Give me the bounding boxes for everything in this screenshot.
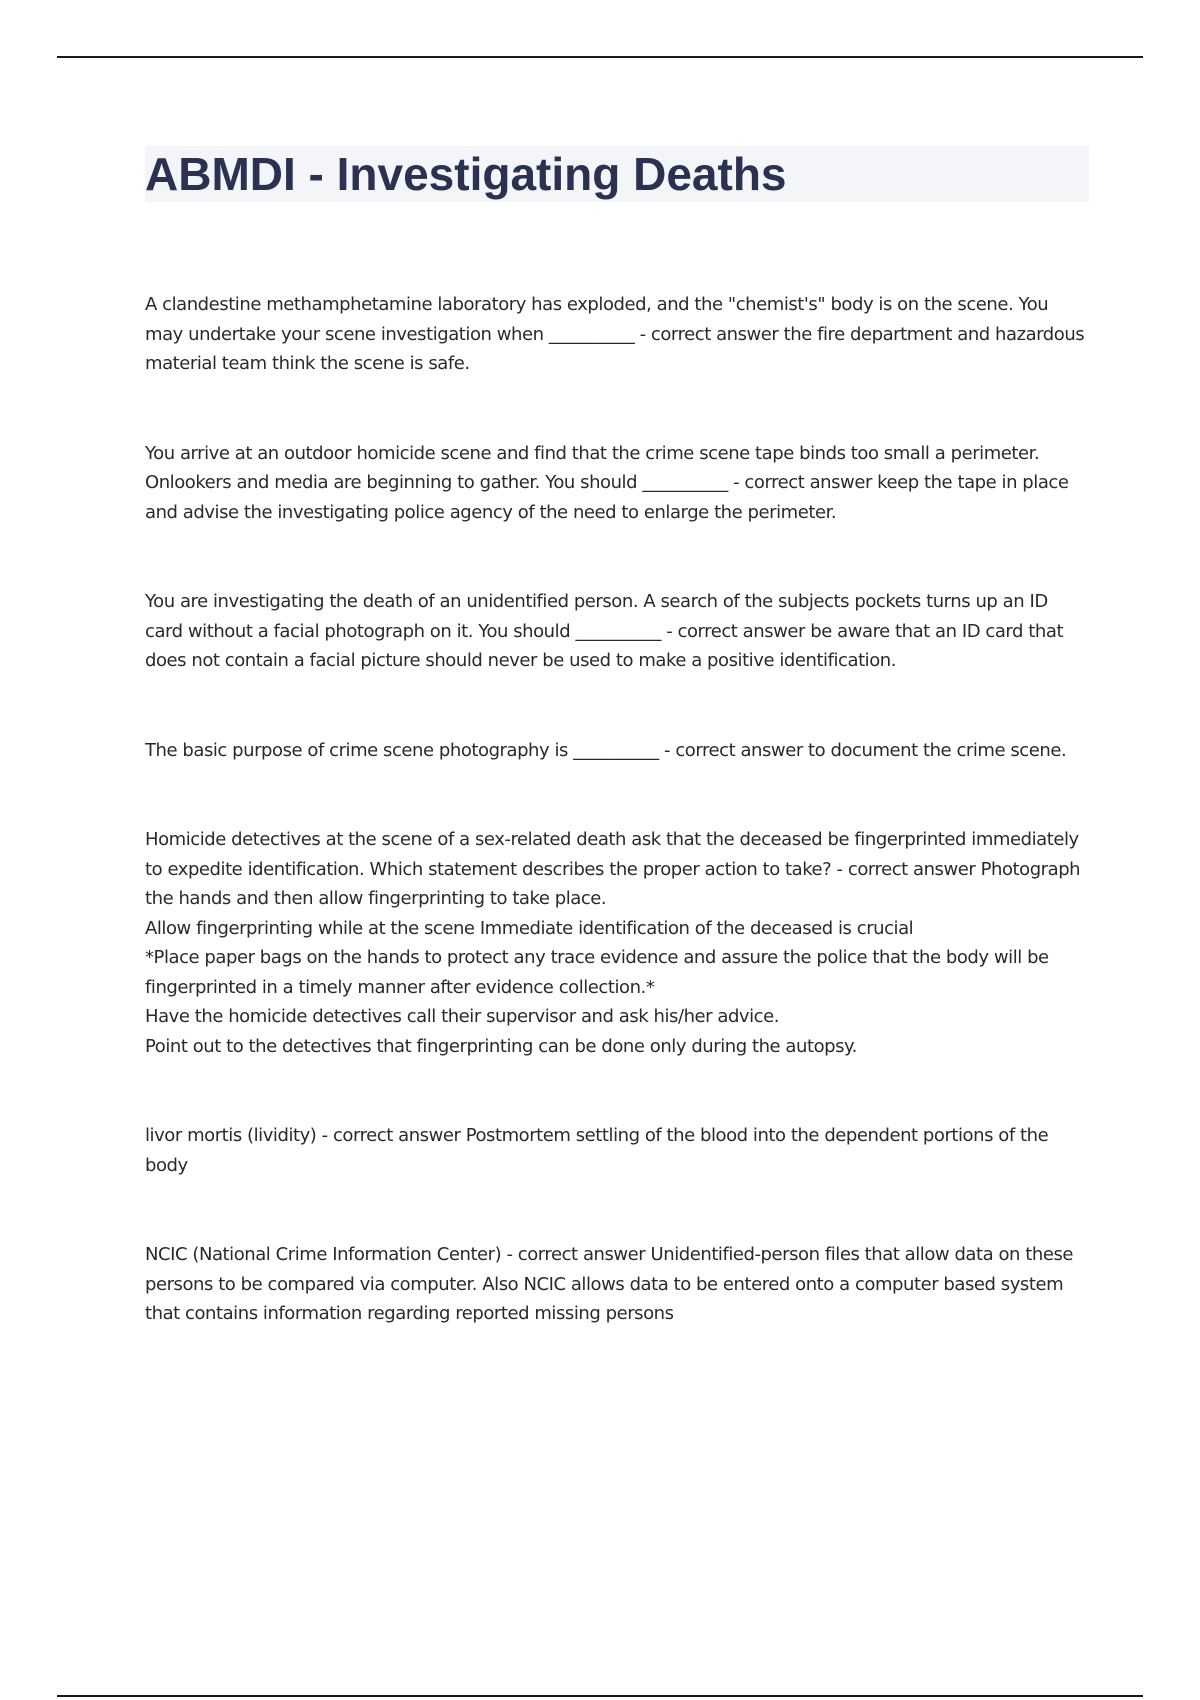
qa-item xyxy=(145,1121,1090,1180)
qa-text: The basic purpose of crime scene photography is __________ - correct answer to document the crime scene. xyxy=(145,739,1067,761)
answer-choice: *Place paper bags on the hands to protect any trace evidence and assure the police that the body will be fingerprinted in a timely manner after evidence collection.* xyxy=(145,947,1049,998)
qa-item xyxy=(145,587,1090,676)
bottom-rule xyxy=(57,1695,1143,1697)
qa-item xyxy=(145,439,1090,528)
qa-item xyxy=(145,825,1090,1061)
qa-text: NCIC (National Crime Information Center) - correct answer Unidentified-person files that allow data on these persons to be compared via computer. Also NCIC allows data to be entered onto a computer based system that contains information regarding reported missing persons xyxy=(145,1244,1074,1324)
qa-text: Homicide detectives at the scene of a sex-related death ask that the deceased be fingerprinted immediately to expedite identification. Which statement describes the proper action to take? - correct answer Photograph the hands and then allow fingerprinting to take place. xyxy=(145,829,1081,909)
answer-choice: Point out to the detectives that fingerprinting can be done only during the autopsy. xyxy=(145,1035,857,1057)
document-title: ABMDI - Investigating Deaths xyxy=(145,148,787,200)
top-rule xyxy=(57,56,1143,58)
qa-text: You are investigating the death of an unidentified person. A search of the subjects pockets turns up an ID card without a facial photograph on it. You should __________ - correct answer be aware that an ID card that does not contain a facial picture should never be used to make a positive identification. xyxy=(145,591,1064,671)
qa-text: livor mortis (lividity) - correct answer Postmortem settling of the blood into the dependent portions of the body xyxy=(145,1125,1049,1176)
qa-item xyxy=(145,736,1090,766)
answer-choice: Have the homicide detectives call their supervisor and ask his/her advice. xyxy=(145,1006,780,1027)
document-body xyxy=(145,290,1090,1389)
answer-choice: Allow fingerprinting while at the scene Immediate identification of the deceased is crucial xyxy=(145,917,914,939)
qa-text: You arrive at an outdoor homicide scene and find that the crime scene tape binds too small a perimeter. Onlookers and media are beginning to gather. You should __________ - correct answer keep the tape in place and advise the investigating police agency of the need to enlarge the perimeter. xyxy=(145,442,1069,523)
qa-item xyxy=(145,290,1090,379)
qa-text: A clandestine methamphetamine laboratory has exploded, and the "chemist's" body is on the scene. You may undertake your scene investigation when __________ - correct answer the fire department and hazardous material team think the scene is safe. xyxy=(145,294,1085,374)
qa-item xyxy=(145,1240,1090,1329)
